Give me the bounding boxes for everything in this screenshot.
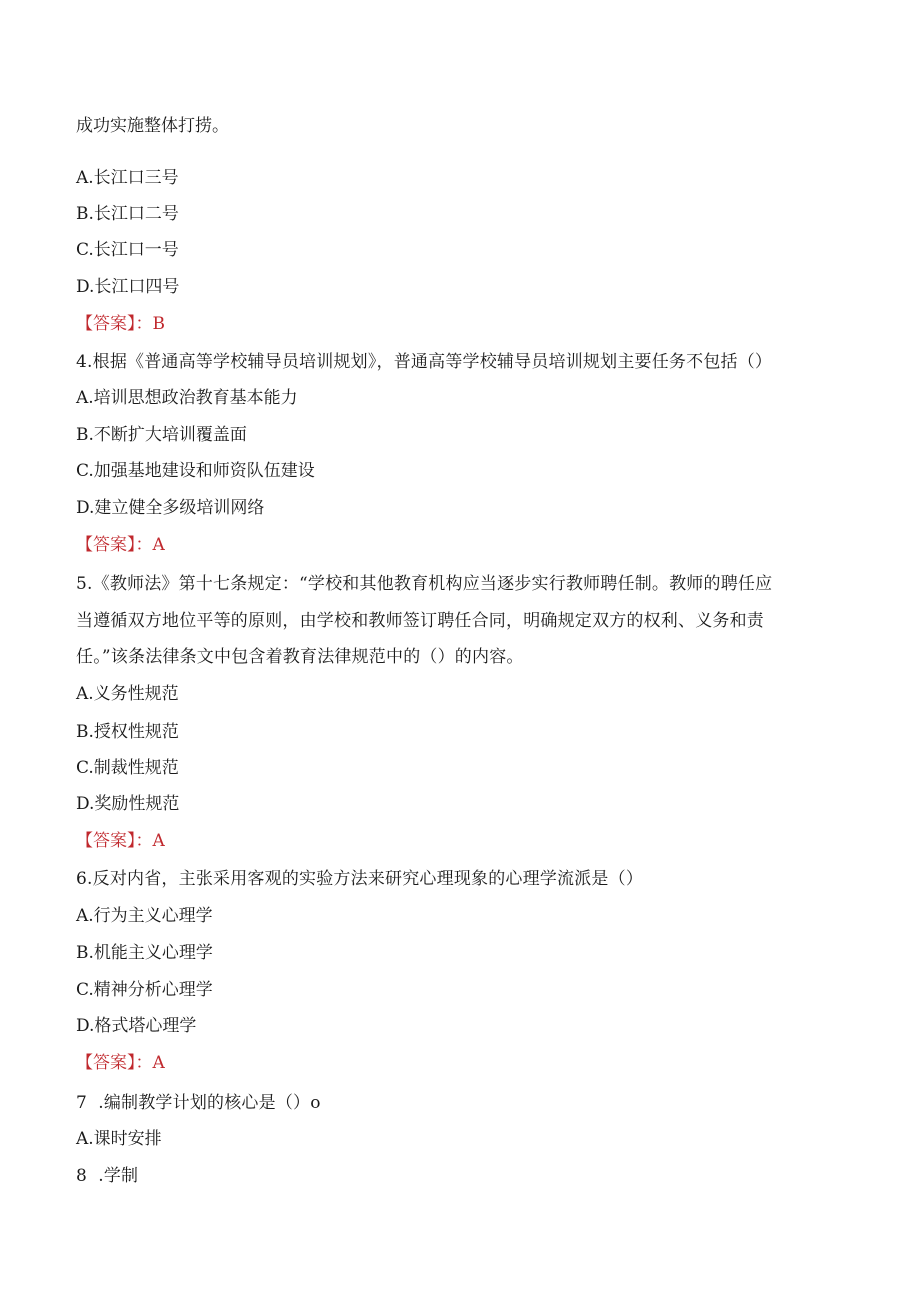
q4-question: 4.根据《普通高等学校辅导员培训规划》，普通高等学校辅导员培训规划主要任务不包括（）: [76, 352, 773, 372]
q7-option-a: A.课时安排: [76, 1129, 162, 1149]
q5-option-c: C.制裁性规范: [76, 758, 179, 778]
q5-option-a: A.义务性规范: [76, 684, 179, 704]
q6-answer: [76, 1052, 165, 1074]
answer-value: A: [152, 1053, 165, 1073]
q3-option-d: D.长江口四号: [76, 277, 180, 297]
q5-question-line-1: 5.《教师法》第十七条规定：“学校和其他教育机构应当逐步实行教师聘任制。教师的聘任应: [76, 574, 773, 594]
q3-answer: [76, 313, 165, 335]
q4-option-d: D.建立健全多级培训网络: [76, 498, 265, 518]
q4-option-c: C.加强基地建设和师资队伍建设: [76, 461, 315, 481]
q5-option-b: B.授权性规范: [76, 722, 179, 742]
answer-value: B: [152, 314, 165, 334]
q4-answer: [76, 534, 165, 556]
q4-option-a: A.培训思想政治教育基本能力: [76, 388, 298, 408]
answer-value: A: [152, 535, 165, 555]
intro-text: 成功实施整体打捞。: [76, 116, 229, 136]
q5-option-d: D.奖励性规范: [76, 794, 180, 814]
answer-label: 【答案】：: [76, 1053, 153, 1073]
q7-question: 7 .编制教学计划的核心是（）o: [76, 1093, 321, 1113]
q6-question: 6.反对内省，主张采用客观的实验方法来研究心理现象的心理学流派是（）: [76, 869, 644, 889]
answer-label: 【答案】：: [76, 535, 153, 555]
q5-question-line-2: 当遵循双方地位平等的原则，由学校和教师签订聘任合同，明确规定双方的权利、义务和责: [76, 611, 764, 631]
answer-value: A: [152, 831, 165, 851]
q3-option-a: A.长江口三号: [76, 168, 179, 188]
q6-option-b: B.机能主义心理学: [76, 943, 213, 963]
q6-option-a: A.行为主义心理学: [76, 906, 213, 926]
q6-option-c: C.精神分析心理学: [76, 980, 213, 1000]
q3-option-c: C.长江口一号: [76, 240, 179, 260]
q4-option-b: B.不断扩大培训覆盖面: [76, 425, 247, 445]
answer-label: 【答案】：: [76, 314, 153, 334]
answer-label: 【答案】：: [76, 831, 153, 851]
q5-question-line-3: 任。”该条法律条文中包含着教育法律规范中的（）的内容。: [76, 647, 524, 667]
q8-question: 8 .学制: [76, 1166, 139, 1186]
q5-answer: [76, 830, 165, 852]
q6-option-d: D.格式塔心理学: [76, 1016, 197, 1036]
q3-option-b: B.长江口二号: [76, 204, 179, 224]
